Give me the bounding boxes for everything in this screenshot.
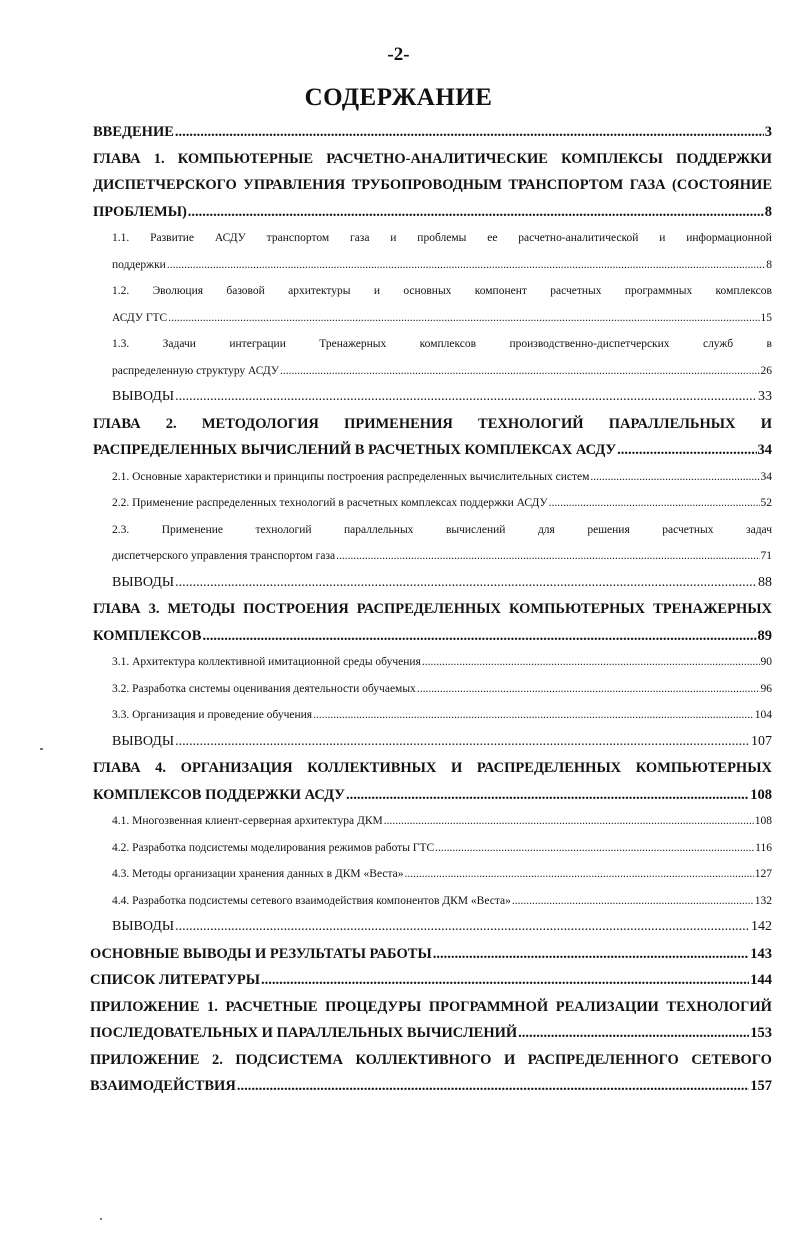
- dot-leader: [313, 702, 754, 729]
- toc-word: КОМПЛЕКСЫ: [561, 150, 663, 167]
- toc-entry-line: [112, 861, 772, 888]
- toc-entry[interactable]: [0, 755, 797, 808]
- toc-word: 2.3.: [112, 523, 130, 536]
- toc-word: компонент: [474, 285, 527, 297]
- toc-word: ТРУБОПРОВОДНЫМ: [351, 177, 502, 193]
- toc-word: и: [659, 232, 666, 244]
- toc-word: ПРИЛОЖЕНИЕ: [90, 998, 200, 1015]
- dot-leader: [237, 1073, 749, 1100]
- toc-word: ПРОГРАММНОЙ: [428, 998, 549, 1015]
- dot-leader: [417, 676, 760, 703]
- toc-word: АСДУ: [214, 232, 246, 244]
- toc-entry-line: [112, 888, 772, 915]
- toc-word: газа: [349, 232, 370, 244]
- toc-word: КОЛЛЕКТИВНЫХ: [307, 760, 437, 776]
- toc-word: 1.2.: [112, 285, 130, 297]
- toc-word: ТРАНСПОРТОМ: [508, 177, 624, 193]
- toc-entry[interactable]: [0, 570, 797, 597]
- toc-word: 3.: [148, 601, 160, 617]
- toc-word: ПРИЛОЖЕНИЕ: [90, 1051, 200, 1068]
- toc-entry[interactable]: [0, 835, 797, 862]
- toc-word: СЕТЕВОГО: [691, 1051, 772, 1068]
- toc-word: интеграции: [229, 338, 286, 350]
- toc-entry[interactable]: [0, 490, 797, 517]
- toc-entry-line: [93, 411, 772, 438]
- toc-page-number: 144: [750, 972, 772, 988]
- toc-entry-text: КОМПЛЕКСОВ: [93, 627, 202, 644]
- toc-entry-text: диспетчерского управления транспортом газа: [112, 550, 336, 562]
- toc-page-number: 96: [760, 682, 772, 695]
- toc-word: расчетно-аналитической: [518, 232, 639, 244]
- toc-entry[interactable]: [0, 994, 797, 1047]
- toc-word: Применение: [161, 523, 224, 536]
- toc-entry-text: РАСПРЕДЕЛЕННЫХ ВЫЧИСЛЕНИЙ В РАСЧЕТНЫХ КОМПЛЕКСАХ АСДУ: [93, 442, 617, 458]
- toc-word: РЕАЛИЗАЦИИ: [555, 998, 659, 1015]
- toc-word: ДИСПЕТЧЕРСКОГО: [93, 177, 237, 193]
- page-number: -2-: [387, 44, 410, 65]
- toc-word: расчетных: [550, 285, 602, 297]
- toc-entry-text: АСДУ ГТС: [112, 311, 168, 324]
- toc-entry-line: [112, 517, 772, 544]
- toc-word: 2.: [211, 1051, 223, 1068]
- toc-word: информационной: [686, 232, 772, 244]
- dot-leader: [512, 888, 754, 915]
- toc-word: расчетных: [662, 523, 714, 536]
- toc-entry[interactable]: [0, 967, 797, 994]
- toc-page-number: 8: [766, 258, 772, 271]
- toc-entry-line: [93, 199, 772, 226]
- toc-word: 1.: [153, 150, 165, 167]
- dot-leader: [549, 490, 760, 517]
- toc-entry[interactable]: [0, 649, 797, 676]
- toc-word: ПРИМЕНЕНИЯ: [344, 415, 453, 432]
- toc-entry-text: 4.4. Разработка подсистемы сетевого взаимодействия компонентов ДКМ «Веста»: [112, 894, 511, 907]
- toc-word: и: [373, 285, 381, 297]
- toc-entry-line: [93, 119, 772, 146]
- toc-page-number: 127: [754, 868, 772, 880]
- toc-word: базовой: [226, 285, 265, 297]
- toc-word: Развитие: [150, 232, 195, 244]
- toc-entry-line: [112, 835, 772, 862]
- toc-page-number: 88: [758, 574, 772, 590]
- dot-leader: [404, 861, 753, 888]
- toc-entry-text: ВВЕДЕНИЕ: [93, 124, 174, 140]
- toc-entry[interactable]: [0, 411, 797, 464]
- toc-word: ГЛАВА: [93, 760, 141, 776]
- dot-leader: [175, 914, 750, 941]
- toc-entry-line: [112, 543, 772, 570]
- dot-leader: [422, 649, 760, 676]
- toc-entry-text: ПРОБЛЕМЫ): [93, 203, 187, 220]
- toc-entry[interactable]: [0, 464, 797, 491]
- toc-entry-line: [112, 676, 772, 703]
- toc-word: в: [766, 338, 772, 350]
- toc-entry-text: ВЫВОДЫ: [112, 389, 175, 404]
- dot-leader: [433, 941, 750, 968]
- toc-word: для: [537, 523, 555, 536]
- toc-entry[interactable]: [0, 278, 797, 331]
- toc-entry-text: поддержки: [112, 258, 166, 271]
- toc-entry-text: 4.2. Разработка подсистемы моделирования режимов работы ГТС: [112, 841, 435, 854]
- toc-entry-text: 3.2. Разработка системы оценивания деятельности обучаемых: [112, 682, 416, 695]
- toc-word: комплексов: [715, 285, 772, 297]
- toc-word: ее: [487, 232, 498, 244]
- toc-entry[interactable]: [0, 941, 797, 968]
- toc-page-number: 153: [750, 1025, 772, 1041]
- toc-word: И: [760, 415, 772, 432]
- toc-entry-line: [90, 941, 772, 968]
- toc-entry-line: [93, 782, 772, 809]
- toc-entry-text: распределенную структуру АСДУ: [112, 364, 279, 377]
- toc-page-number: 116: [755, 841, 772, 854]
- toc-entry-text: 2.1. Основные характеристики и принципы построения распределенных вычислительных систем: [112, 470, 590, 483]
- toc-word: транспортом: [266, 232, 330, 244]
- toc-entry-line: [90, 994, 772, 1021]
- dot-leader: [435, 835, 754, 862]
- toc-entry-line: [93, 437, 772, 464]
- toc-entry[interactable]: [0, 914, 797, 941]
- toc-entry-line: [112, 490, 772, 517]
- toc-word: ПОДСИСТЕМА: [235, 1051, 343, 1068]
- toc-entry-text: 4.3. Методы организации хранения данных в ДКМ «Веста»: [112, 868, 404, 880]
- toc-entry-line: [93, 623, 772, 650]
- dot-leader: [175, 570, 757, 597]
- toc-word: 4.: [155, 760, 167, 776]
- toc-entry-line: [93, 755, 772, 782]
- toc-entry-line: [112, 331, 772, 358]
- toc-word: ТЕХНОЛОГИЙ: [666, 998, 772, 1015]
- scan-speck: [40, 748, 43, 750]
- toc-word: основных: [403, 285, 452, 297]
- toc-entry-line: [93, 146, 772, 173]
- toc-entry[interactable]: [0, 888, 797, 915]
- toc-entry-line: [112, 649, 772, 676]
- toc-entry[interactable]: [0, 119, 797, 146]
- toc-word: КОМПЬЮТЕРНЫЕ: [177, 150, 314, 167]
- dot-leader: [384, 808, 754, 835]
- toc-entry-text: 2.2. Применение распределенных технологий в расчетных комплексах поддержки АСДУ: [112, 497, 548, 509]
- toc-word: ГЛАВА: [93, 601, 141, 617]
- toc-page-number: 108: [750, 786, 772, 803]
- toc-page-number: 90: [760, 656, 772, 668]
- toc-entry-line: [112, 729, 772, 756]
- dot-leader: [346, 782, 749, 809]
- toc-entry[interactable]: [0, 225, 797, 278]
- toc-word: РАСЧЕТНЫЕ: [225, 998, 318, 1015]
- dot-leader: [336, 543, 759, 570]
- toc-page-number: 71: [760, 550, 772, 562]
- toc-word: РАСПРЕДЕЛЕННЫХ: [476, 760, 622, 776]
- toc-entry-line: [112, 808, 772, 835]
- toc-word: КОЛЛЕКТИВНОГО: [355, 1051, 492, 1068]
- toc-word: комплексов: [419, 338, 477, 350]
- toc-word: вычислений: [445, 523, 506, 536]
- toc-page-number: 34: [757, 442, 772, 458]
- dot-leader: [280, 358, 760, 385]
- toc-word: КОМПЬЮТЕРНЫХ: [635, 760, 772, 776]
- toc-word: ОРГАНИЗАЦИЯ: [180, 760, 293, 776]
- dot-leader: [590, 464, 759, 491]
- dot-leader: [175, 384, 757, 411]
- toc-word: параллельных: [344, 523, 414, 536]
- toc-word: решения: [587, 523, 630, 536]
- toc-word: КОМПЬЮТЕРНЫХ: [508, 601, 646, 617]
- toc-entry[interactable]: [0, 517, 797, 570]
- toc-entry[interactable]: [0, 596, 797, 649]
- toc-page-number: 132: [754, 894, 772, 907]
- toc-word: технологий: [255, 523, 312, 536]
- toc-page-number: 108: [754, 815, 772, 827]
- toc-word: МЕТОДЫ: [167, 601, 236, 617]
- dot-leader: [188, 199, 764, 226]
- toc-entry-line: [93, 172, 772, 199]
- toc-entry-text: ВЗАИМОДЕЙСТВИЯ: [90, 1078, 236, 1094]
- toc-word: ГЛАВА: [93, 150, 141, 167]
- toc-word: 1.3.: [112, 338, 130, 350]
- toc-word: РАСПРЕДЕЛЕННОГО: [527, 1051, 679, 1068]
- toc-entry[interactable]: [0, 146, 797, 226]
- toc-entry-line: [112, 305, 772, 332]
- toc-word: И: [503, 1051, 516, 1068]
- toc-word: ПОДДЕРЖКИ: [676, 150, 772, 167]
- toc-page-number: 33: [758, 389, 772, 404]
- toc-entry-text: 3.3. Организация и проведение обучения: [112, 709, 313, 721]
- toc-word: ПОСТРОЕНИЯ: [243, 601, 349, 617]
- toc-page-number: 107: [751, 733, 772, 749]
- toc-word: Тренажерных: [319, 338, 387, 350]
- toc-word: ТЕХНОЛОГИЙ: [478, 415, 584, 432]
- toc-entry-line: [90, 967, 772, 994]
- toc-word: проблемы: [417, 232, 467, 244]
- toc-entry-text: ПОСЛЕДОВАТЕЛЬНЫХ И ПАРАЛЛЕЛЬНЫХ ВЫЧИСЛЕНИЙ: [90, 1025, 518, 1041]
- dot-leader: [261, 967, 749, 994]
- toc-page-number: 52: [760, 497, 772, 509]
- toc-title: СОДЕРЖАНИЕ: [304, 84, 493, 111]
- toc-entry-line: [90, 1073, 772, 1100]
- toc-entry-line: [112, 702, 772, 729]
- toc-entry[interactable]: [0, 808, 797, 835]
- toc-entry-line: [112, 278, 772, 305]
- toc-page-number: 34: [760, 470, 772, 483]
- toc-entry[interactable]: [0, 729, 797, 756]
- toc-word: 1.: [206, 998, 218, 1015]
- toc-entry-line: [93, 596, 772, 623]
- toc-word: 1.1.: [112, 232, 130, 244]
- toc-entry-line: [112, 225, 772, 252]
- dot-leader: [167, 252, 765, 279]
- toc-word: Эволюция: [152, 285, 204, 297]
- toc-page-number: 15: [760, 311, 772, 324]
- toc-word: ГЛАВА: [93, 415, 141, 432]
- toc-entry-text: ВЫВОДЫ: [112, 733, 175, 749]
- toc-entry-line: [90, 1047, 772, 1074]
- toc-page-number: 26: [760, 364, 772, 377]
- toc-word: (СОСТОЯНИЕ: [672, 177, 772, 193]
- toc-entry-line: [112, 570, 772, 597]
- toc-entry[interactable]: [0, 384, 797, 411]
- toc-entry[interactable]: [0, 861, 797, 888]
- toc-word: Задачи: [162, 338, 196, 350]
- toc-page-number: 143: [750, 945, 772, 962]
- toc-page-number: 104: [754, 709, 772, 721]
- toc-page-number: 157: [750, 1078, 772, 1094]
- toc-word: МЕТОДОЛОГИЯ: [201, 415, 319, 432]
- dot-leader: [617, 437, 756, 464]
- dot-leader: [175, 119, 764, 146]
- toc-entry-line: [112, 358, 772, 385]
- toc-word: И: [451, 760, 463, 776]
- toc-word: задач: [746, 523, 772, 536]
- toc-entry-text: ВЫВОДЫ: [112, 919, 175, 934]
- toc-word: ГАЗА: [629, 177, 666, 193]
- toc-entry-text: 3.1. Архитектура коллективной имитационной среды обучения: [112, 656, 421, 668]
- toc-entry[interactable]: [0, 331, 797, 384]
- toc-word: РАСЧЕТНО-АНАЛИТИЧЕСКИЕ: [326, 150, 548, 167]
- toc-entry-line: [112, 252, 772, 279]
- toc-word: ТРЕНАЖЕРНЫХ: [653, 601, 772, 617]
- toc-entry-line: [90, 1020, 772, 1047]
- toc-entry-text: КОМПЛЕКСОВ ПОДДЕРЖКИ АСДУ: [93, 786, 345, 803]
- toc-word: ПАРАЛЛЕЛЬНЫХ: [608, 415, 736, 432]
- dot-leader: [175, 729, 750, 756]
- toc-word: программных: [624, 285, 693, 297]
- toc-page-number: 142: [751, 919, 772, 934]
- dot-leader: [202, 623, 756, 650]
- toc-page-number: 3: [764, 124, 772, 140]
- toc-entry-text: ОСНОВНЫЕ ВЫВОДЫ И РЕЗУЛЬТАТЫ РАБОТЫ: [90, 945, 432, 962]
- toc-word: и: [390, 232, 397, 244]
- toc-word: УПРАВЛЕНИЯ: [243, 177, 346, 193]
- dot-leader: [168, 305, 759, 332]
- table-of-contents: [0, 119, 797, 1100]
- toc-entry[interactable]: [0, 1047, 797, 1100]
- toc-page-number: 89: [757, 627, 772, 644]
- toc-entry-text: 4.1. Многозвенная клиент-серверная архитектура ДКМ: [112, 815, 383, 827]
- scan-speck: [100, 1218, 102, 1220]
- toc-word: производственно-диспетчерских: [509, 338, 670, 350]
- toc-word: ПРОЦЕДУРЫ: [325, 998, 422, 1015]
- toc-entry-text: ВЫВОДЫ: [112, 574, 175, 590]
- toc-word: архитектуры: [288, 285, 351, 297]
- dot-leader: [518, 1020, 749, 1047]
- toc-entry-line: [112, 464, 772, 491]
- toc-entry-text: СПИСОК ЛИТЕРАТУРЫ: [90, 972, 260, 988]
- toc-word: 2.: [165, 415, 177, 432]
- toc-entry[interactable]: [0, 702, 797, 729]
- toc-page-number: 8: [764, 203, 772, 220]
- toc-entry-line: [112, 914, 772, 941]
- toc-entry-line: [112, 384, 772, 411]
- toc-word: служб: [702, 338, 734, 350]
- toc-word: РАСПРЕДЕЛЕННЫХ: [356, 601, 501, 617]
- toc-entry[interactable]: [0, 676, 797, 703]
